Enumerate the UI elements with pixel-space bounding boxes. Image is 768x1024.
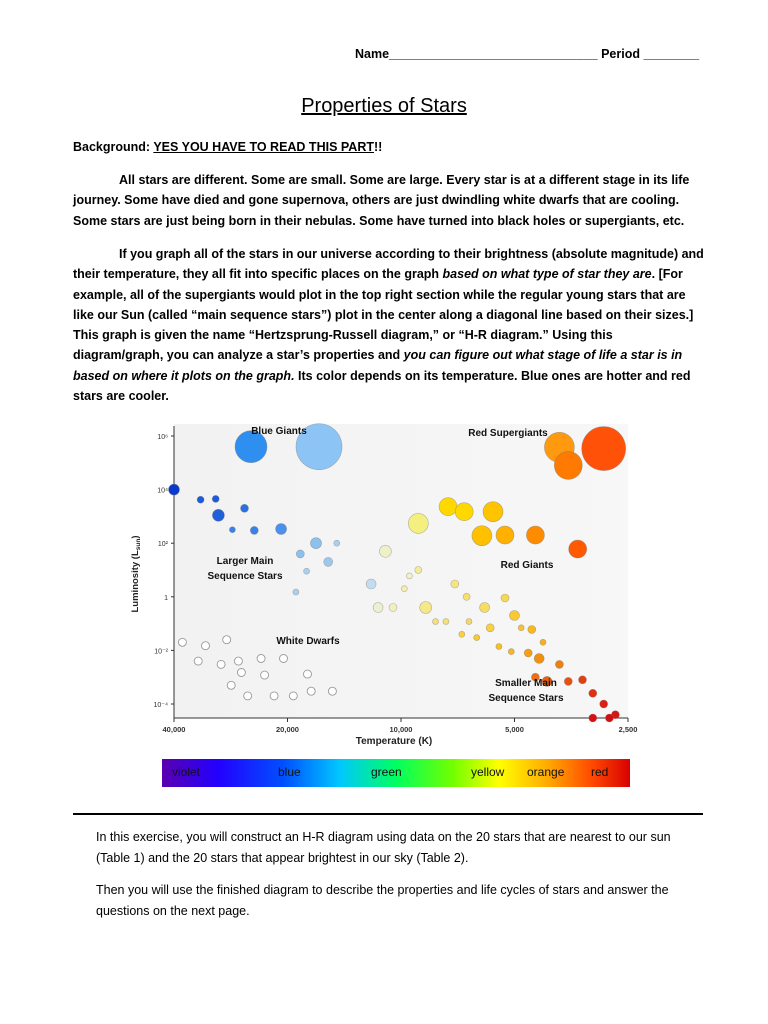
- star-point: [237, 669, 245, 677]
- star-point: [474, 635, 480, 641]
- star-point: [455, 503, 473, 521]
- group-label: Red Supergiants: [468, 428, 548, 439]
- group-label: White Dwarfs: [276, 636, 340, 647]
- x-tick-label: 5,000: [505, 725, 524, 734]
- star-point: [304, 568, 310, 574]
- star-point: [439, 498, 457, 516]
- star-point: [528, 626, 536, 634]
- star-point: [324, 557, 333, 566]
- hr-italic-2: you can figure out what stage of life a star is in based on where it plots on the graph.: [73, 348, 683, 383]
- name-period-line: [355, 47, 699, 61]
- star-point: [373, 603, 383, 613]
- star-point: [169, 484, 180, 495]
- star-point: [483, 502, 503, 522]
- y-tick-label: 10⁻²: [154, 648, 168, 656]
- y-axis-title-close: ): [130, 535, 141, 539]
- star-point: [401, 586, 407, 592]
- star-point: [496, 526, 514, 544]
- star-point: [241, 504, 249, 512]
- star-point: [293, 589, 299, 595]
- star-point: [289, 692, 297, 700]
- y-axis-title-main: Luminosity (L: [130, 550, 141, 613]
- group-label: Larger Main: [216, 556, 274, 567]
- group-label: Smaller Main: [495, 678, 557, 689]
- star-point: [600, 700, 608, 708]
- page-title: Properties of Stars: [301, 95, 467, 117]
- spectrum-label-blue: blue: [278, 765, 301, 779]
- star-point: [178, 638, 186, 646]
- star-point: [250, 526, 258, 534]
- star-point: [496, 644, 502, 650]
- hr-diagram-svg: [128, 418, 648, 750]
- y-tick-label: 10⁻⁴: [153, 702, 168, 709]
- star-point: [508, 649, 514, 655]
- period-label: Period ________: [601, 47, 700, 61]
- spectrum-label-violet: violet: [172, 765, 201, 779]
- hr-text-2: . [For example, all of the supergiants would plot in the top right section while the regular young stars that are like our Sun (called “main sequence stars”) plot in the center along a diagonal line based on their sizes.] This graph is given the name “Hertzsprung-Russell diagram,” or “H-R diagram.” Using this diagram/graph, you can analyze a star’s properties and: [73, 267, 694, 363]
- star-point: [217, 660, 225, 668]
- spectrum-label-red: red: [591, 765, 609, 779]
- star-point: [415, 567, 422, 574]
- star-point: [280, 655, 288, 663]
- star-point: [334, 540, 340, 546]
- star-point: [244, 692, 252, 700]
- star-point: [526, 526, 544, 544]
- star-point: [582, 427, 626, 471]
- star-point: [257, 655, 265, 663]
- star-point: [459, 631, 465, 637]
- hr-diagram: [128, 418, 648, 750]
- star-point: [261, 671, 269, 679]
- star-point: [443, 619, 449, 625]
- intro-paragraph: [73, 170, 705, 231]
- star-point: [540, 639, 546, 645]
- star-point: [307, 687, 315, 695]
- star-point: [229, 527, 235, 533]
- intro-text: All stars are different. Some are small. Some are large. Every star is at a different stage in its life journey. Some have died and gone supernova, others are just dwindling white dwarfs that are cooling. Some stars are just being born in their nebulas. Some have turned into black holes or supergiants, etc.: [73, 173, 690, 228]
- background-label: Background:: [73, 140, 151, 154]
- x-tick-label: 10,000: [389, 725, 413, 734]
- star-point: [227, 681, 235, 689]
- star-point: [589, 689, 597, 697]
- star-point: [234, 657, 242, 665]
- x-tick-label: 2,500: [618, 725, 638, 734]
- x-tick-label: 20,000: [276, 725, 299, 734]
- star-point: [569, 540, 587, 558]
- star-point: [202, 642, 210, 650]
- star-point: [311, 538, 322, 549]
- star-point: [466, 619, 472, 625]
- star-point: [223, 636, 231, 644]
- x-tick-label: 40,000: [162, 725, 186, 734]
- star-point: [420, 602, 432, 614]
- group-label: Blue Giants: [251, 426, 307, 437]
- spectrum-label-green: green: [371, 765, 402, 779]
- y-ticks: [154, 434, 175, 709]
- star-point: [406, 573, 412, 579]
- y-axis-title: [130, 535, 142, 612]
- star-point: [451, 580, 459, 588]
- x-ticks: [163, 718, 638, 734]
- star-point: [194, 657, 202, 665]
- star-point: [510, 611, 520, 621]
- star-point: [463, 593, 470, 600]
- exercise-paragraph: In this exercise, you will construct an H-R diagram using data on the 20 stars that are nearest to our sun (Table 1) and the 20 stars that appear brightest in our sky (Table 2).: [96, 830, 671, 865]
- star-point: [408, 513, 428, 533]
- star-point: [554, 451, 582, 479]
- name-label: Name______________________________: [355, 47, 598, 61]
- star-point: [379, 545, 391, 557]
- y-tick-label: 1: [164, 594, 168, 602]
- background-exclaim: !!: [373, 140, 383, 154]
- star-point: [389, 604, 397, 612]
- y-axis-title-sub: sun: [135, 538, 142, 551]
- star-point: [486, 624, 494, 632]
- group-label: Sequence Stars: [488, 693, 564, 704]
- hr-italic-1: based on what type of star they are: [442, 267, 652, 282]
- star-point: [480, 603, 490, 613]
- star-point: [270, 692, 278, 700]
- star-point: [501, 594, 509, 602]
- star-point: [564, 677, 572, 685]
- group-label: Sequence Stars: [207, 571, 283, 582]
- spectrum-label-orange: orange: [527, 765, 565, 779]
- group-label: Red Giants: [500, 560, 554, 571]
- color-spectrum-bar: [162, 759, 630, 787]
- star-point: [304, 670, 312, 678]
- star-point: [518, 625, 524, 631]
- star-point: [605, 714, 613, 722]
- y-tick-label: 10⁴: [157, 487, 168, 495]
- spectrum-label-yellow: yellow: [471, 765, 505, 779]
- star-point: [589, 714, 597, 722]
- hr-text-3: Its color depends on its temperature. Blue ones are hotter and red stars are cooler.: [73, 368, 691, 404]
- star-point: [328, 687, 336, 695]
- background-heading: [73, 140, 382, 154]
- next-steps-paragraph: Then you will use the finished diagram to describe the properties and life cycles of stars and answer the questions on the next page.: [96, 883, 669, 918]
- star-point: [472, 526, 492, 546]
- star-point: [197, 496, 204, 503]
- star-point: [276, 524, 287, 535]
- star-point: [534, 654, 544, 664]
- star-point: [555, 660, 563, 668]
- background-emphasis: YES YOU HAVE TO READ THIS PART: [153, 140, 374, 154]
- section-divider: [73, 813, 703, 815]
- y-tick-label: 10⁶: [157, 434, 168, 441]
- hr-explanation-paragraph: [73, 244, 705, 406]
- y-tick-label: 10²: [157, 541, 168, 549]
- hr-text-1: If you graph all of the stars in our universe according to their brightness (absolute magnitude) and their temperature, they all fit into specific places on the graph: [73, 247, 704, 282]
- star-point: [433, 619, 439, 625]
- star-point: [212, 495, 219, 502]
- star-point: [212, 509, 224, 521]
- star-point: [296, 550, 304, 558]
- star-point: [524, 649, 532, 657]
- x-axis-title: Temperature (K): [355, 736, 433, 747]
- star-point: [366, 579, 376, 589]
- star-point: [579, 676, 587, 684]
